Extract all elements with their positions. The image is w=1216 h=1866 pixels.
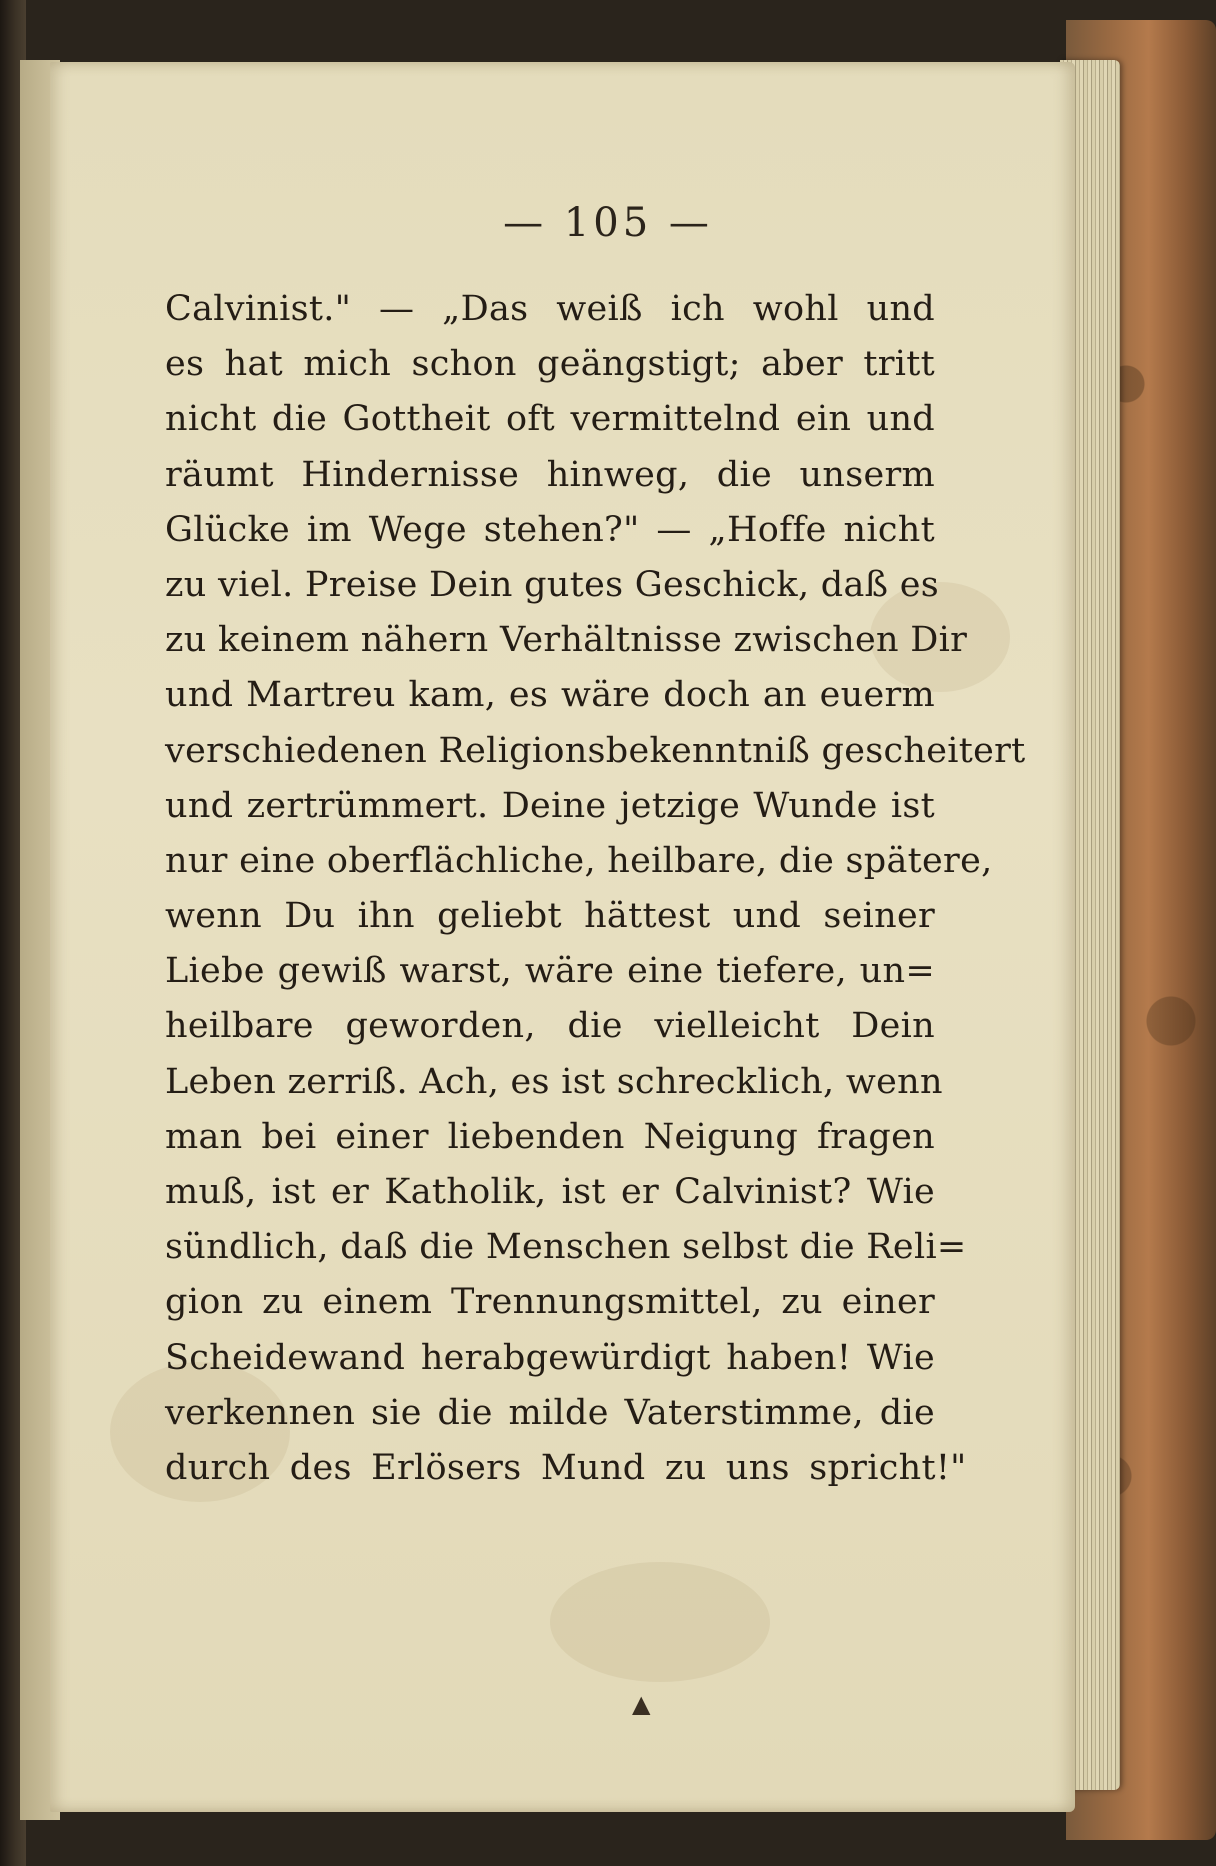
text-line: nur eine oberflächliche, heilbare, die spätere, bbox=[165, 840, 993, 881]
text-line: wenn Du ihn geliebt hättest und seiner bbox=[165, 896, 935, 937]
text-line: heilbare geworden, die vielleicht Dein bbox=[165, 1006, 935, 1047]
text-line: Calvinist." — „Das weiß ich wohl und bbox=[165, 289, 935, 329]
ink-mark: ▲ bbox=[632, 1690, 651, 1718]
text-line: zu viel. Preise Dein gutes Geschick, daß es bbox=[165, 564, 940, 605]
text-line: sündlich, daß die Menschen selbst die Reli= bbox=[165, 1227, 967, 1268]
text-line: räumt Hindernisse hinweg, die unserm bbox=[165, 454, 935, 495]
text-line: nicht die Gottheit oft vermittelnd ein und bbox=[165, 399, 935, 440]
text-line: es hat mich schon geängstigt; aber tritt bbox=[165, 344, 935, 385]
paper-stain bbox=[550, 1562, 770, 1682]
text-line: Glücke im Wege stehen?" — „Hoffe nicht bbox=[165, 509, 935, 550]
text-line: Liebe gewiß warst, wäre eine tiefere, un= bbox=[165, 951, 935, 992]
text-line: gion zu einem Trennungsmittel, zu einer bbox=[165, 1282, 935, 1323]
text-line: und Martreu kam, es wäre doch an euerm bbox=[165, 675, 935, 716]
text-line: muß, ist er Katholik, ist er Calvinist? Wie bbox=[165, 1172, 935, 1212]
text-line: verkennen sie die milde Vaterstimme, die bbox=[165, 1392, 935, 1433]
text-line: man bei einer liebenden Neigung fragen bbox=[165, 1116, 935, 1157]
text-line: und zertrümmert. Deine jetzige Wunde ist bbox=[165, 785, 935, 826]
text-line: Leben zerriß. Ach, es ist schrecklich, wenn bbox=[165, 1061, 943, 1102]
page-number-header: — 105 — bbox=[503, 200, 713, 246]
text-line: verschiedenen Religionsbekenntniß gescheitert bbox=[165, 730, 1026, 771]
text-line: Scheidewand herabgewürdigt haben! Wie bbox=[165, 1337, 935, 1378]
text-line: durch des Erlösers Mund zu uns spricht!" bbox=[165, 1447, 967, 1488]
page-body-text bbox=[165, 282, 1026, 1496]
text-line: zu keinem nähern Verhältnisse zwischen Dir bbox=[165, 620, 968, 661]
